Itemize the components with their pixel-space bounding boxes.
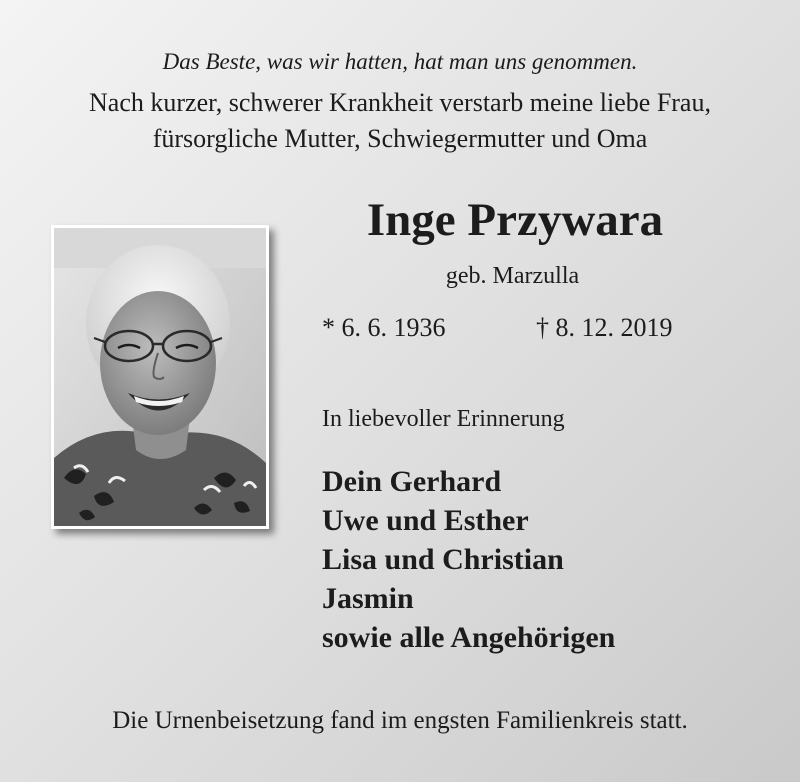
portrait-photo-image (54, 228, 266, 526)
signer: sowie alle Angehörigen (322, 621, 616, 654)
death-date: † 8. 12. 2019 (536, 313, 673, 342)
signer: Jasmin (322, 582, 414, 615)
burial-note: Die Urnenbeisetzung fand im engsten Familienkreis statt. (112, 707, 688, 734)
memory-line: In liebevoller Erinnerung (322, 406, 565, 432)
maiden-name: geb. Marzulla (445, 263, 580, 289)
signer: Lisa und Christian (322, 543, 564, 576)
portrait-photo (51, 225, 269, 529)
intro-text (0, 85, 800, 157)
intro-line-2: fürsorgliche Mutter, Schwiegermutter und Oma (152, 124, 648, 153)
intro-line-1: Nach kurzer, schwerer Krankheit verstarb meine liebe Frau, (89, 88, 711, 117)
motto-line: Das Beste, was wir hatten, hat man uns genommen. (162, 49, 638, 74)
deceased-name: Inge Przywara (366, 194, 664, 246)
signer: Uwe und Esther (322, 504, 529, 537)
signer: Dein Gerhard (322, 465, 502, 498)
birth-date: * 6. 6. 1936 (322, 313, 446, 342)
signers-list (322, 462, 615, 657)
